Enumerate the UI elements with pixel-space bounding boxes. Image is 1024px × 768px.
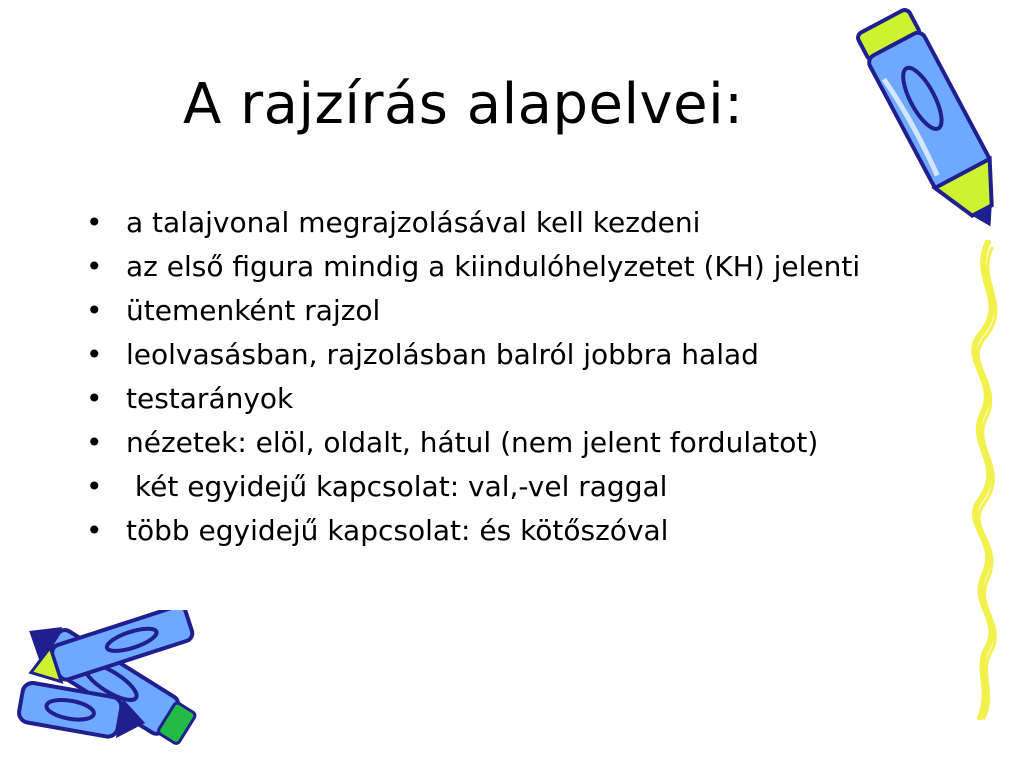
list-item [86,250,946,284]
list-item [86,294,946,328]
list-item [86,514,946,548]
list-item [86,338,946,372]
bullet-dot: • [86,382,103,415]
bullet-dot: • [86,426,103,459]
bullet-dot: • [86,294,103,327]
bullet-dot: • [86,338,103,371]
list-item-text: leolvasásban, rajzolásban balról jobbra halad [126,338,759,371]
list-item-text: testarányok [126,382,294,415]
list-item [86,206,946,240]
bullet-dot: • [86,250,103,283]
bullet-dot: • [86,470,103,503]
scribble-icon [940,240,1024,720]
list-item-text: nézetek: elöl, oldalt, hátul (nem jelent fordulatot) [126,426,819,459]
list-item-text: a talajvonal megrajzolásával kell kezdeni [126,206,701,239]
list-item [86,470,946,504]
crayon-icon [855,0,1010,245]
bullet-dot: • [86,514,103,547]
list-item [86,426,946,460]
list-item-text: több egyidejű kapcsolat: és kötőszóval [126,514,669,547]
list-item [86,382,946,416]
list-item-text: ütemenként rajzol [126,294,381,327]
slide-title: A rajzírás alapelvei: [183,72,744,137]
crayon-icon [0,610,210,760]
bullet-list [86,206,946,558]
list-item-text: két egyidejű kapcsolat: val,-vel raggal [126,470,668,503]
list-item-text: az első figura mindig a kiindulóhelyzetet (KH) jelenti [126,250,861,283]
bullet-dot: • [86,206,103,239]
